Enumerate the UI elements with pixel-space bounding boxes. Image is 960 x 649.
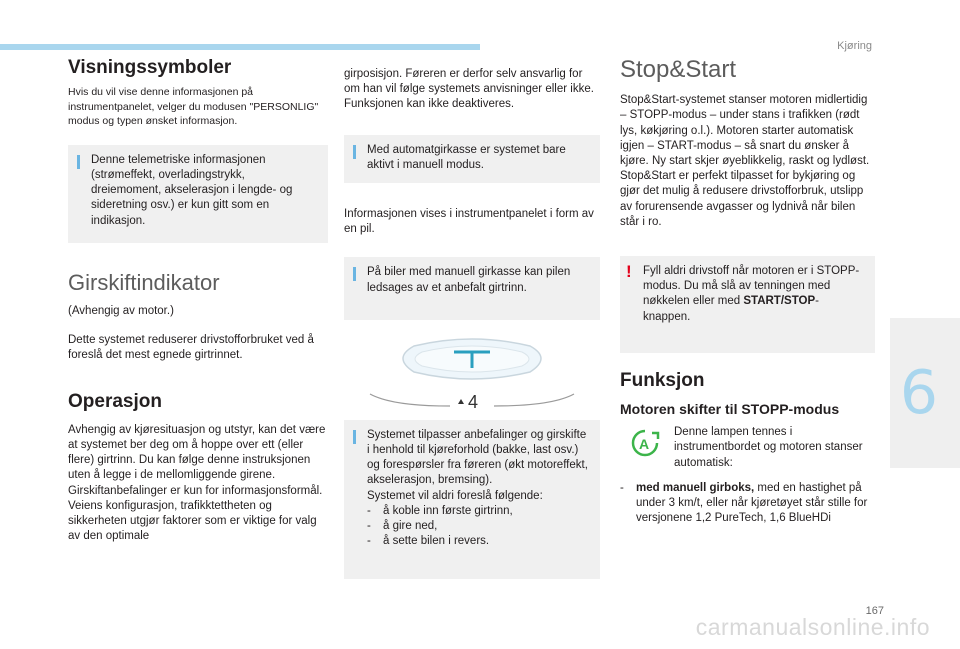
recommended-gear: 4	[468, 391, 479, 412]
info-text: Informasjonen vises i instrumentpanelet i form av en pil.	[344, 208, 594, 236]
operation-text: Avhengig av kjøresituasjon og utstyr, kan det være at systemet ber deg om å hoppe over ett (eller flere) girtrinn. Du kan følge denne instruksjonen uten å legge i de mellomliggende girene.	[68, 423, 326, 482]
list-item: - å koble inn første girtrinn,	[367, 504, 513, 517]
continued-text: girposisjon. Føreren er derfor selv ansvarlig for om han vil følge systemets anvisninger eller ikke.	[344, 68, 594, 96]
warning-note	[620, 256, 875, 353]
info-note-telemetry	[68, 145, 328, 243]
column-3	[620, 56, 875, 526]
intro-text: Hvis du vil vise denne informasjonen på instrumentpanelet, velger du modusen "PERSONLIG" modus og typen ønsket informasjon.	[68, 86, 319, 128]
list-item: - med manuell girboks, med en hastighet på under 3 km/t, eller når kjøretøyet står stille for versjonene 1,2 PureTech, 1,6 BlueHDi	[620, 481, 868, 525]
stop-start-text: Stop&Start-systemet stanser motoren midlertidig – STOPP-modus – under stans i trafikken (rødt lys, køkjøring o.l.). Motoren starter automatisk igjen – START-modus – så snart du ønsker å kjøre. Ny start skjer øyeblikkelig, raskt og lydløst.	[620, 94, 870, 168]
stop-start-text-2: Stop&Start er perfekt tilpasset for bykjøring og gjør det mulig å redusere drivstofforbruk, utslipp av forurensende avgasser og lydnivå når bilen står i ro.	[620, 170, 864, 228]
note-text: Med automatgirkasse er systemet bare aktivt i manuell modus.	[367, 143, 566, 171]
svg-text:A: A	[639, 436, 650, 453]
note-text: På biler med manuell girkasse kan pilen ledsages av et anbefalt girtrinn.	[367, 266, 571, 294]
gear-shift-indicator-illustration	[362, 338, 582, 414]
gear-dependency: (Avhengig av motor.)	[68, 304, 174, 317]
start-stop-label: START/STOP	[743, 295, 816, 308]
page-number: 167	[865, 605, 884, 617]
header-accent-bar	[0, 44, 480, 50]
heading-funksjon: Funksjon	[620, 369, 705, 391]
stop-mode-indicator	[620, 425, 875, 471]
section-name: Kjøring	[837, 40, 872, 52]
list-item: - å gire ned,	[367, 520, 438, 533]
lamp-text: Denne lampen tennes i instrumentbordet og motoren stanser automatisk:	[674, 426, 863, 469]
warning-icon: !	[626, 262, 632, 282]
gear-description: Dette systemet reduserer drivstofforbruket ved å foreslå det mest egnede girtrinnet.	[68, 334, 314, 362]
column-2	[344, 67, 600, 579]
info-note-automatic	[344, 135, 600, 183]
warning-text: Fyll aldri drivstoff når motoren er i STOPP-modus. Du må slå av tenningen med nøkkelen eller med START/STOP-knappen.	[643, 265, 860, 323]
operation-text-2: Girskiftanbefalinger er kun for informasjonsformål. Veiens konfigurasjon, trafikktettheten og sikkerheten utgjør faktorer som er viktige for valg av den optimale	[68, 484, 323, 543]
chapter-number: 6	[899, 358, 938, 428]
continued-text-2: Funksjonen kan ikke deaktiveres.	[344, 98, 515, 111]
restriction-list	[367, 504, 590, 550]
note-text-2: Systemet vil aldri foreslå følgende:	[367, 489, 543, 502]
info-note-manual	[344, 257, 600, 319]
heading-operasjon: Operasjon	[68, 390, 162, 412]
heading-visningssymboler: Visningssymboler	[68, 57, 232, 78]
column-1	[68, 57, 328, 544]
up-arrow-icon	[458, 399, 464, 404]
heading-stop-start: Stop&Start	[620, 56, 737, 83]
watermark: carmanualsonline.info	[695, 614, 930, 640]
eco-a-icon	[630, 429, 660, 457]
heading-girskiftindikator: Girskiftindikator	[68, 269, 220, 295]
heading-stop-mode: Motoren skifter til STOPP-modus	[620, 401, 840, 418]
manual-gearbox-label: med manuell girboks,	[636, 481, 755, 494]
note-text: Systemet tilpasser anbefalinger og girskifte i henhold til kjøreforhold (bakke, last osv.) og forespørsler fra føreren (økt motoreffekt, akselerasjon, bremsing).	[367, 428, 588, 487]
list-item: - å sette bilen i revers.	[367, 535, 490, 548]
note-text: Denne telemetriske informasjonen (strømeffekt, overladingstrykk, dreiemoment, akselerasjon i lengde- og sideretning osv.) er kun gitt som en indikasjon.	[91, 153, 293, 227]
info-note-system	[344, 420, 600, 580]
